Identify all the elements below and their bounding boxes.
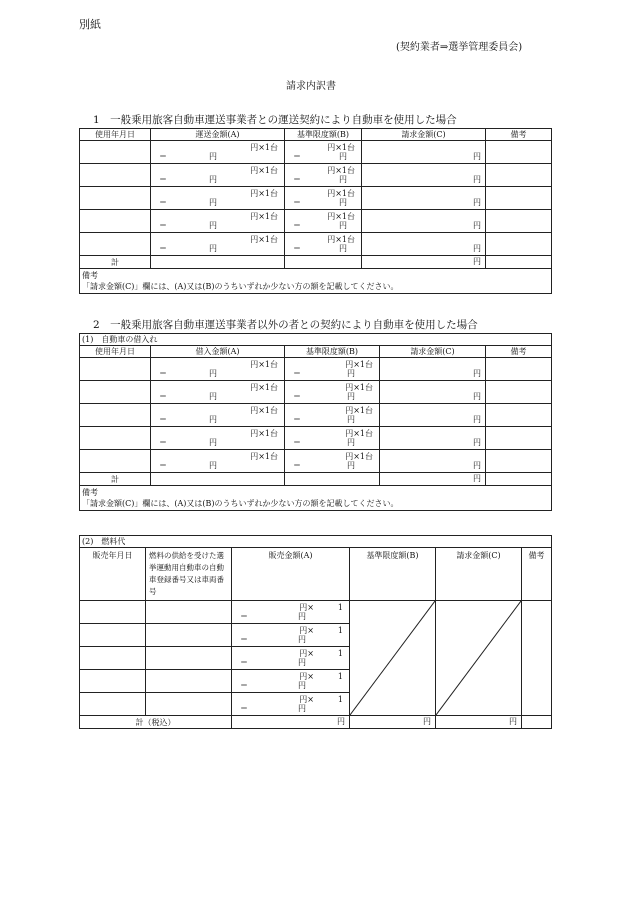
limit-b-cell[interactable]: 円×1台 ＝ 円 xyxy=(285,427,380,450)
total-b-cell[interactable] xyxy=(285,473,380,486)
table-row xyxy=(80,164,552,187)
date-cell[interactable] xyxy=(80,358,151,381)
total-c-cell[interactable]: 円 xyxy=(380,473,486,486)
section1-heading: 1 一般乗用旅客自動車運送事業者との運送契約により自動車を使用した場合 xyxy=(93,114,457,126)
total-limit-b[interactable]: 円 xyxy=(350,716,436,729)
remarks-cell[interactable] xyxy=(486,381,552,404)
claim-c-cell[interactable]: 円 xyxy=(362,233,486,256)
limit-b-cell[interactable]: 円×1台 ＝ 円 xyxy=(285,187,362,210)
remarks-cell[interactable] xyxy=(486,164,552,187)
note-text: 「請求金額(C)」欄には、(A)又は(B)のうちいずれか少ない方の額を記載してください。 xyxy=(82,499,399,508)
total-remarks-cell[interactable] xyxy=(486,256,552,269)
col-remarks: 備考 xyxy=(486,129,552,141)
total-remarks-cell[interactable] xyxy=(486,473,552,486)
section2-heading: 2 一般乗用旅客自動車運送事業者以外の者との契約により自動車を使用した場合 xyxy=(93,319,478,331)
total-row xyxy=(80,716,552,729)
sale-amount-cell[interactable]: 円× 1 ＝ 円 xyxy=(232,647,350,670)
col-sale-amount-a: 販売金額(A) xyxy=(232,548,350,601)
note-row xyxy=(80,486,552,511)
col-sale-date: 販売年月日 xyxy=(80,548,146,601)
sale-date-cell[interactable] xyxy=(80,670,146,693)
amount-a-cell[interactable]: 円×1台 ＝ 円 xyxy=(151,187,285,210)
limit-b-cell[interactable]: 円×1台 ＝ 円 xyxy=(285,164,362,187)
table-row xyxy=(80,427,552,450)
claim-c-cell[interactable]: 円 xyxy=(380,381,486,404)
date-cell[interactable] xyxy=(80,427,151,450)
total-row xyxy=(80,473,552,486)
borrow-a-cell[interactable]: 円×1台 ＝ 円 xyxy=(151,450,285,473)
sale-amount-cell[interactable]: 円× 1 ＝ 円 xyxy=(232,601,350,624)
col-claim-c: 請求金額(C) xyxy=(436,548,522,601)
date-cell[interactable] xyxy=(80,164,151,187)
date-cell[interactable] xyxy=(80,404,151,427)
col-limit-b: 基準限度額(B) xyxy=(285,129,362,141)
remarks-cell[interactable] xyxy=(486,450,552,473)
remarks-cell[interactable] xyxy=(486,187,552,210)
subsection-fuel: (2) 燃料代 xyxy=(80,536,552,548)
col-borrow-a: 借入金額(A) xyxy=(151,346,285,358)
total-label: 計 xyxy=(80,256,151,269)
limit-b-cell[interactable]: 円×1台 ＝ 円 xyxy=(285,381,380,404)
vehicle-number-cell[interactable] xyxy=(146,647,232,670)
claim-c-cell[interactable]: 円 xyxy=(380,358,486,381)
claim-c-cell[interactable]: 円 xyxy=(362,141,486,164)
total-c-cell[interactable]: 円 xyxy=(362,256,486,269)
table-row xyxy=(80,233,552,256)
col-amount-a: 運送金額(A) xyxy=(151,129,285,141)
sale-date-cell[interactable] xyxy=(80,693,146,716)
table-row xyxy=(80,381,552,404)
table-row xyxy=(80,404,552,427)
claim-c-cell[interactable]: 円 xyxy=(380,427,486,450)
sale-amount-cell[interactable]: 円× 1 ＝ 円 xyxy=(232,624,350,647)
claim-c-slashed-cell xyxy=(436,601,522,716)
slash-line xyxy=(350,601,435,715)
claim-c-cell[interactable]: 円 xyxy=(362,187,486,210)
borrow-a-cell[interactable]: 円×1台 ＝ 円 xyxy=(151,427,285,450)
remarks-cell[interactable] xyxy=(486,141,552,164)
section2-table xyxy=(79,333,552,511)
sale-amount-cell[interactable]: 円× 1 ＝ 円 xyxy=(232,670,350,693)
total-sale-amount[interactable]: 円 xyxy=(232,716,350,729)
amount-a-cell[interactable]: 円×1台 ＝ 円 xyxy=(151,164,285,187)
amount-a-cell[interactable]: 円×1台 ＝ 円 xyxy=(151,141,285,164)
limit-b-cell[interactable]: 円×1台 ＝ 円 xyxy=(285,404,380,427)
limit-b-cell[interactable]: 円×1台 ＝ 円 xyxy=(285,233,362,256)
limit-b-cell[interactable]: 円×1台 ＝ 円 xyxy=(285,450,380,473)
col-vehicle-number: 燃料の供給を受けた選挙運動用自動車の自動車登録番号又は車両番号 xyxy=(146,548,232,601)
limit-b-slashed-cell xyxy=(350,601,436,716)
date-cell[interactable] xyxy=(80,450,151,473)
claim-c-cell[interactable]: 円 xyxy=(380,450,486,473)
amount-a-cell[interactable]: 円×1台 ＝ 円 xyxy=(151,233,285,256)
remarks-cell[interactable] xyxy=(522,601,552,716)
sale-amount-cell[interactable]: 円× 1 ＝ 円 xyxy=(232,693,350,716)
col-claim-c: 請求金額(C) xyxy=(362,129,486,141)
borrow-a-cell[interactable]: 円×1台 ＝ 円 xyxy=(151,404,285,427)
page-title: 請求内訳書 xyxy=(286,81,336,92)
slash-line xyxy=(436,601,521,715)
vehicle-number-cell[interactable] xyxy=(146,601,232,624)
route-label: (契約業者⇒選挙管理委員会) xyxy=(396,42,523,53)
total-row xyxy=(80,256,552,269)
total-a-cell[interactable] xyxy=(151,256,285,269)
fuel-table xyxy=(79,535,552,729)
date-cell[interactable] xyxy=(80,233,151,256)
col-limit-b: 基準限度額(B) xyxy=(350,548,436,601)
col-date: 使用年月日 xyxy=(80,346,151,358)
date-cell[interactable] xyxy=(80,210,151,233)
table-row xyxy=(80,187,552,210)
vehicle-number-cell[interactable] xyxy=(146,670,232,693)
total-a-cell[interactable] xyxy=(151,473,285,486)
borrow-a-cell[interactable]: 円×1台 ＝ 円 xyxy=(151,381,285,404)
vehicle-number-cell[interactable] xyxy=(146,624,232,647)
claim-c-cell[interactable]: 円 xyxy=(380,404,486,427)
date-cell[interactable] xyxy=(80,381,151,404)
sale-date-cell[interactable] xyxy=(80,601,146,624)
note-title: 備考 xyxy=(82,271,98,280)
claim-c-cell[interactable]: 円 xyxy=(362,164,486,187)
total-label: 計 xyxy=(80,473,151,486)
table-row xyxy=(80,141,552,164)
limit-b-cell[interactable]: 円×1台 ＝ 円 xyxy=(285,210,362,233)
col-claim-c: 請求金額(C) xyxy=(380,346,486,358)
col-date: 使用年月日 xyxy=(80,129,151,141)
claim-c-cell[interactable]: 円 xyxy=(362,210,486,233)
borrow-a-cell[interactable]: 円×1台 ＝ 円 xyxy=(151,358,285,381)
remarks-cell[interactable] xyxy=(486,233,552,256)
table-row xyxy=(80,601,552,624)
total-claim-c[interactable]: 円 xyxy=(436,716,522,729)
vehicle-number-cell[interactable] xyxy=(146,693,232,716)
subsection-borrow: (1) 自動車の借入れ xyxy=(80,334,552,346)
remarks-cell[interactable] xyxy=(486,358,552,381)
section1-table xyxy=(79,128,552,294)
total-remarks[interactable] xyxy=(522,716,552,729)
col-limit-b: 基準限度額(B) xyxy=(285,346,380,358)
date-cell[interactable] xyxy=(80,187,151,210)
attachment-label: 別紙 xyxy=(79,18,101,31)
remarks-cell[interactable] xyxy=(486,210,552,233)
amount-a-cell[interactable]: 円×1台 ＝ 円 xyxy=(151,210,285,233)
total-label: 計（税込） xyxy=(80,716,232,729)
date-cell[interactable] xyxy=(80,141,151,164)
col-remarks: 備考 xyxy=(486,346,552,358)
note-row xyxy=(80,269,552,294)
note-title: 備考 xyxy=(82,488,98,497)
total-b-cell[interactable] xyxy=(285,256,362,269)
remarks-cell[interactable] xyxy=(486,404,552,427)
limit-b-cell[interactable]: 円×1台 ＝ 円 xyxy=(285,141,362,164)
table-row xyxy=(80,210,552,233)
table-row xyxy=(80,450,552,473)
note-text: 「請求金額(C)」欄には、(A)又は(B)のうちいずれか少ない方の額を記載してください。 xyxy=(82,282,399,291)
col-remarks: 備考 xyxy=(522,548,552,601)
limit-b-cell[interactable]: 円×1台 ＝ 円 xyxy=(285,358,380,381)
sale-date-cell[interactable] xyxy=(80,647,146,670)
sale-date-cell[interactable] xyxy=(80,624,146,647)
remarks-cell[interactable] xyxy=(486,427,552,450)
table-row xyxy=(80,358,552,381)
